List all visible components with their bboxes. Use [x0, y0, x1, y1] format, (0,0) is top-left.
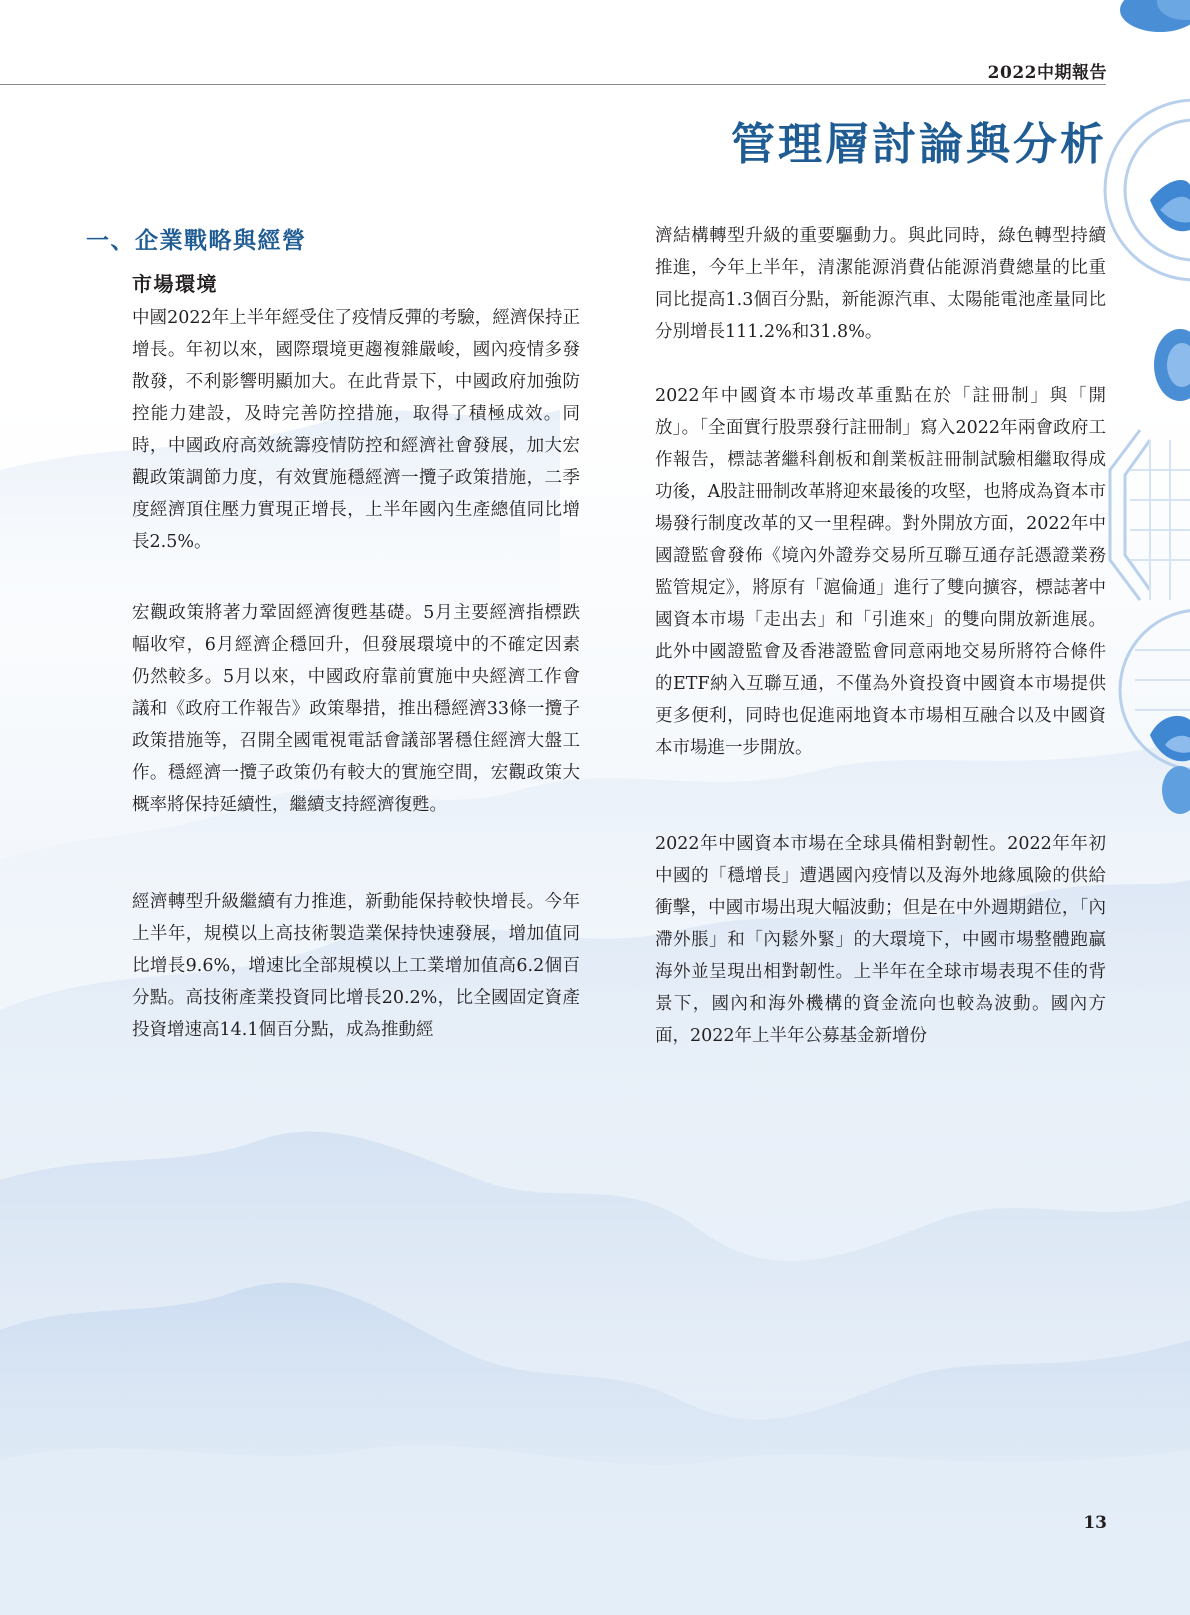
right-paragraph-2: 2022年中國資本市場改革重點在於「註冊制」與「開放」。「全面實行股票發行註冊制」寫入2022年兩會政府工作報告，標誌著繼科創板和創業板註冊制試驗相繼取得成功後，A股註冊制改革將迎來最後的攻堅，也將成為資本市場發行制度改革的又一里程碑。對外開放方面，2022年中國證監會發佈《境內外證券交易所互聯互通存託憑證業務監管規定》，將原有「滬倫通」進行了雙向擴容，標誌著中國資本市場「走出去」和「引進來」的雙向開放新進展。此外中國證監會及香港證監會同意兩地交易所將符合條件的ETF納入互聯互通，不僅為外資投資中國資本市場提供更多便利，同時也促進兩地資本市場相互融合以及中國資本市場進一步開放。: [655, 386, 1106, 758]
left-paragraph-2: 宏觀政策將著力鞏固經濟復甦基礎。5月主要經濟指標跌幅收窄，6月經濟企穩回升，但發展環境中的不確定因素仍然較多。5月以來，中國政府靠前實施中央經濟工作會議和《政府工作報告》政策舉措，推出穩經濟33條一攬子政策措施等，召開全國電視電話會議部署穩住經濟大盤工作。穩經濟一攬子政策仍有較大的實施空間，宏觀政策大概率將保持延續性，繼續支持經濟復甦。: [132, 603, 580, 815]
right-paragraph-3: 2022年中國資本市場在全球具備相對韌性。2022年年初中國的「穩增長」遭遇國內疫情以及海外地緣風險的供給衝擊，中國市場出現大幅波動；但是在中外週期錯位，「內滯外脹」和「內鬆外緊」的大環境下，中國市場整體跑贏海外並呈現出相對韌性。上半年在全球市場表現不佳的背景下，國內和海外機構的資金流向也較為波動。國內方面，2022年上半年公募基金新增份: [655, 834, 1106, 1046]
header-divider: [0, 84, 1106, 85]
section-title: 一、企業戰略與經營: [86, 227, 307, 254]
left-paragraph-3: 經濟轉型升級繼續有力推進，新動能保持較快增長。今年上半年，規模以上高技術製造業保持快速發展，增加值同比增長9.6%，增速比全部規模以上工業增加值高6.2個百分點。高技術產業投資同比增長20.2%，比全國固定資產投資增速高14.1個百分點，成為推動經: [132, 892, 580, 1040]
right-paragraph-1: 濟結構轉型升級的重要驅動力。與此同時，綠色轉型持續推進，今年上半年，清潔能源消費佔能源消費總量的比重同比提高1.3個百分點，新能源汽車、太陽能電池產量同比分別增長111.2%和31.8%。: [655, 226, 1106, 342]
left-paragraph-1: 中國2022年上半年經受住了疫情反彈的考驗，經濟保持正增長。年初以來，國際環境更趨複雜嚴峻，國內疫情多發散發，不利影響明顯加大。在此背景下，中國政府加強防控能力建設，及時完善防控措施，取得了積極成效。同時，中國政府高效統籌疫情防控和經濟社會發展，加大宏觀政策調節力度，有效實施穩經濟一攬子政策措施，二季度經濟頂住壓力實現正增長，上半年國內生產總值同比增長2.5%。: [132, 308, 580, 552]
report-label: 2022中期報告: [987, 63, 1107, 83]
subsection-title: 市場環境: [132, 272, 218, 296]
page-number: 13: [1083, 1513, 1107, 1533]
page-title: 管理層討論與分析: [731, 119, 1107, 170]
